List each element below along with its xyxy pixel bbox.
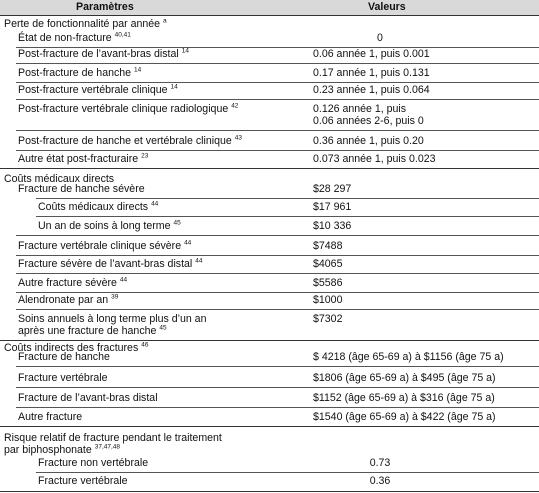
table-row (0, 201, 539, 213)
row-separator (16, 235, 539, 236)
row-parameter (18, 392, 158, 404)
row-separator (16, 292, 539, 293)
row-parameter-label: Post-fracture de hanche (18, 67, 132, 79)
table-row (0, 475, 539, 487)
row-parameter-label: Post-fracture de l’avant-bras distal (18, 48, 179, 60)
row-value: 0.06 année 1, puis 0.001 (313, 48, 430, 60)
reference-superscript: 45 (173, 219, 181, 227)
row-value: $ 4218 (âge 65-69 a) à $1156 (âge 75 a) (313, 351, 504, 363)
row-value: 0.23 année 1, puis 0.064 (313, 84, 430, 96)
reference-superscript: 37,47,48 (94, 443, 121, 451)
reference-superscript: 44 (151, 200, 159, 208)
row-separator (16, 130, 539, 131)
row-parameter-label: Fracture sévère de l’avant-bras distal (18, 258, 193, 270)
row-value: $17 961 (313, 201, 352, 213)
row-parameter-label: Risque relatif de fracture pendant le traitement par biphosphonate (4, 432, 222, 456)
row-parameter-label: Fracture de hanche (18, 351, 110, 363)
row-parameter-label: Fracture vertébrale clinique sévère (18, 240, 182, 252)
row-separator (16, 150, 539, 151)
reference-superscript: 46 (141, 341, 149, 349)
reference-superscript: 43 (234, 134, 242, 142)
row-value: 0.73 (369, 457, 391, 469)
reference-superscript: 23 (141, 152, 149, 160)
row-parameter-label: Fracture de l’avant-bras distal (18, 392, 158, 404)
table-row (0, 372, 539, 384)
row-parameter-label: Perte de fonctionnalité par année (4, 18, 161, 30)
row-parameter-label: Fracture vertébrale (18, 372, 108, 384)
row-value: 0.073 année 1, puis 0.023 (313, 153, 436, 165)
row-parameter-label: Autre fracture sévère (18, 277, 117, 289)
reference-superscript: 42 (231, 102, 239, 110)
reference-superscript: 45 (159, 324, 167, 332)
row-parameter-label: Alendronate par an (18, 294, 109, 306)
row-parameter-label: Fracture de hanche sévère (18, 183, 145, 195)
table-row (0, 135, 539, 147)
row-parameter-label: Coûts médicaux directs (38, 201, 149, 213)
row-value: $28 297 (313, 183, 352, 195)
row-parameter (38, 220, 181, 232)
row-parameter (18, 258, 202, 270)
row-parameter (18, 372, 108, 384)
reference-superscript: 44 (184, 239, 192, 247)
row-value: $1806 (âge 65-69 a) à $495 (âge 75 a) (313, 372, 496, 384)
table-row (0, 153, 539, 165)
table-row (0, 84, 539, 96)
table-row (0, 294, 539, 306)
row-parameter (18, 240, 191, 252)
row-parameter-label: Coûts indirects des fractures (4, 342, 139, 354)
reference-superscript: 40,41 (114, 31, 131, 39)
row-parameter (18, 135, 242, 147)
reference-superscript: 39 (111, 293, 119, 301)
table-row (0, 67, 539, 79)
row-separator (16, 407, 539, 408)
row-value: $1540 (âge 65-69 a) à $422 (âge 75 a) (313, 411, 496, 423)
row-parameter-label: Soins annuels à long terme plus d’un an après une fracture de hanche (18, 313, 207, 337)
row-value: 0 (377, 32, 383, 44)
row-value: $7302 (313, 313, 343, 325)
row-parameter-label: Post-fracture vertébrale clinique (18, 84, 168, 96)
row-parameter-label: Fracture vertébrale (38, 475, 128, 487)
row-parameter-label: Coûts médicaux directs (4, 173, 115, 185)
table-row (0, 392, 539, 404)
reference-superscript: 14 (181, 47, 189, 55)
row-separator (16, 309, 539, 310)
row-separator (16, 273, 539, 274)
row-separator (36, 472, 539, 473)
row-separator (16, 255, 539, 256)
row-separator (16, 387, 539, 388)
row-value: $1000 (313, 294, 343, 306)
row-separator (16, 63, 539, 64)
row-parameter-label: État de non-fracture (18, 32, 112, 44)
reference-superscript: a (163, 17, 167, 25)
header-params: Paramètres (76, 1, 134, 13)
table-row (0, 313, 539, 337)
table-row (0, 18, 539, 30)
row-parameter (18, 48, 189, 60)
row-parameter (18, 153, 148, 165)
row-parameter (18, 67, 141, 79)
table-row (0, 48, 539, 60)
row-value: $4065 (313, 258, 343, 270)
table-row (0, 258, 539, 270)
row-parameter (18, 313, 206, 337)
row-parameter-label: Autre état post-fracturaire (18, 153, 139, 165)
reference-superscript: 14 (170, 83, 178, 91)
row-value: $7488 (313, 240, 343, 252)
row-parameter-label: Autre fracture (18, 411, 83, 423)
row-separator (0, 491, 539, 492)
row-separator (16, 82, 539, 83)
reference-superscript: 44 (195, 257, 203, 265)
row-parameter-label: Post-fracture de hanche et vertébrale clinique (18, 135, 232, 147)
row-parameter (18, 351, 110, 363)
row-parameter (18, 277, 127, 289)
row-separator (0, 340, 539, 341)
row-parameter-label: Un an de soins à long terme (38, 220, 171, 232)
row-separator (0, 168, 539, 169)
row-parameter (4, 18, 167, 30)
row-separator (0, 426, 539, 427)
row-value: 0.17 année 1, puis 0.131 (313, 67, 430, 79)
table-row (0, 240, 539, 252)
row-value: 0.36 année 1, puis 0.20 (313, 135, 424, 147)
table-row (0, 411, 539, 423)
table-row (0, 457, 539, 469)
table-row (0, 277, 539, 289)
row-parameter (18, 294, 118, 306)
row-value: $1152 (âge 65-69 a) à $316 (âge 75 a) (313, 392, 495, 404)
table-row (0, 432, 539, 456)
row-value: 0.126 année 1, puis 0.06 années 2-6, puis 0 (313, 103, 424, 127)
table-row (0, 220, 539, 232)
row-parameter (18, 103, 238, 115)
table-header (0, 0, 539, 16)
header-values: Valeurs (368, 1, 406, 13)
row-separator (16, 366, 539, 367)
row-parameter (18, 183, 145, 195)
table-row (0, 183, 539, 195)
row-parameter (18, 84, 178, 96)
table-row (0, 351, 539, 363)
row-parameter-label: Fracture non vertébrale (38, 457, 149, 469)
row-parameter-label: Post-fracture vertébrale clinique radiologique (18, 103, 229, 115)
row-separator (36, 198, 539, 199)
row-separator (36, 216, 539, 217)
table-row (0, 103, 539, 127)
row-parameter (18, 411, 82, 423)
row-value: $10 336 (313, 220, 352, 232)
reference-superscript: 14 (134, 66, 142, 74)
row-parameter (38, 201, 158, 213)
row-separator (16, 99, 539, 100)
row-value: 0.36 (369, 475, 391, 487)
table-row (0, 32, 539, 44)
reference-superscript: 44 (119, 276, 128, 284)
row-value: $5586 (313, 277, 343, 289)
row-parameter (4, 432, 222, 456)
